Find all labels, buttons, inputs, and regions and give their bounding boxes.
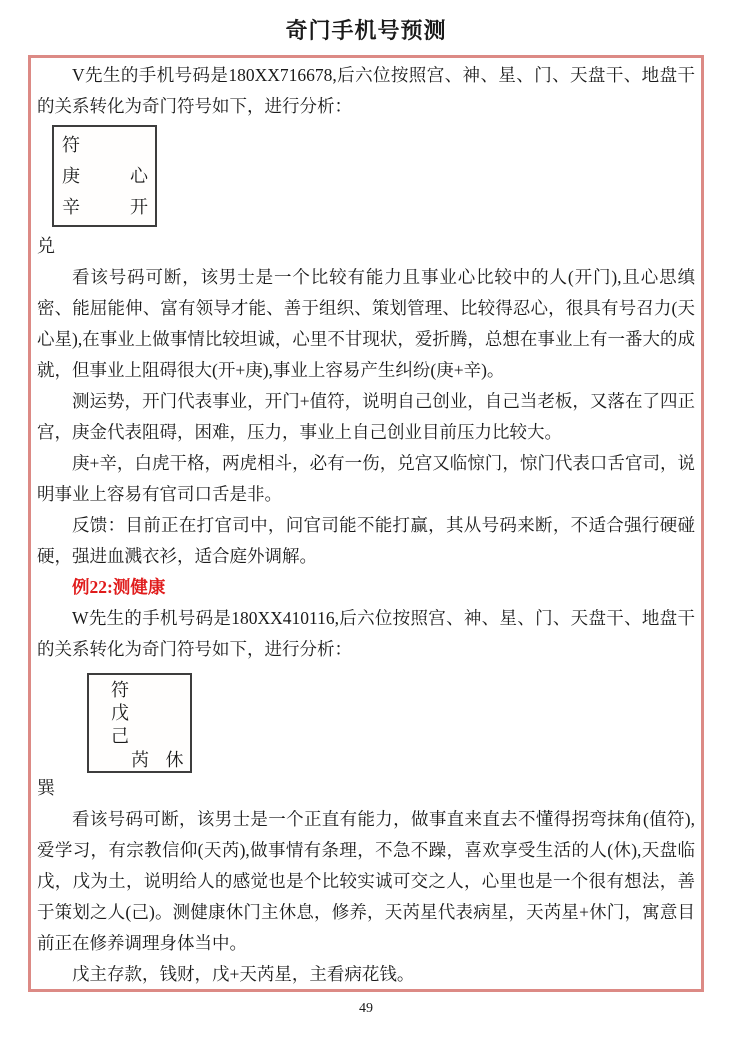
qimen-chart-case21: [52, 125, 157, 227]
analysis-paragraph: 看该号码可断，该男士是一个正直有能力，做事直来直去不懂得拐弯抹角(值符),爱学习，有宗教信仰(天芮),做事情有条理，不急不躁，喜欢享受生活的人(休),天盘临戊，戊为土，说明给人的感觉也是个比较实诚可交之人，心里也是一个很有想法，善于策划之人(己)。测健康休门主休息，修养，天芮星代表病星，天芮星+休门，寓意目 前正在修养调理身体当中。: [37, 809, 695, 953]
qimen-chart-case22: [87, 673, 192, 773]
document-page: [0, 15, 732, 1020]
chart-row: [54, 192, 155, 223]
case22-intro-paragraph: W先生的手机号码是180XX410116,后六位按照宫、神、星、门、天盘干、地盘干的关系转化为奇门符号如下，进行分析：: [37, 608, 695, 659]
chart-cell-symbol: 符: [62, 135, 80, 155]
case21-intro-paragraph: V先生的手机号码是180XX716678,后六位按照宫、神、星、门、天盘干、地盘干的关系转化为奇门符号如下，进行分析：: [37, 65, 695, 116]
chart-cell-stem: 己: [111, 726, 129, 746]
analysis-paragraph: 戊主存款，钱财，戊+天芮星，主看病花钱。: [72, 964, 415, 984]
chart-cell-gate: 开: [130, 197, 148, 217]
analysis-paragraph: 庚+辛，白虎干格，两虎相斗，必有一伤，兑宫又临惊门，惊门代表口舌官司，说明事业上容易有官司口舌是非。: [37, 453, 695, 504]
analysis-paragraph: 反馈：目前正在打官司中，问官司能不能打赢，其从号码来断，不适合强行硬碰硬，强进血溅衣衫，适合庭外调解。: [37, 515, 695, 566]
trigram-label-dui: 兑: [37, 236, 55, 256]
trigram-label-xun: 巽: [37, 778, 55, 798]
chart-cell-gate: 休: [165, 750, 184, 770]
chart-row: [89, 748, 190, 774]
chart-cell-star: 心: [130, 166, 148, 186]
chart-cell-empty: [130, 130, 155, 161]
analysis-paragraph: 看该号码可断，该男士是一个比较有能力且事业心比较中的人(开门),且心思缜密、能屈能伸、富有领导才能、善于组织、策划管理、比较得忍心，很具有号召力(天心星),在事业上做事情比较坦诚，心里不甘现状，爱折腾，总想在事业上有一番大的成就，但事业上阻碍很大(开+庚),事业上容易产生纠纷(庚+辛)。: [37, 267, 695, 380]
chart-cell-stem: 戊: [111, 703, 129, 723]
example22-heading: 例22:测健康: [72, 577, 166, 597]
chart-cell-stem: 辛: [62, 197, 80, 217]
page-number: 49: [359, 1001, 373, 1016]
chart-row: [54, 130, 155, 161]
analysis-paragraph: 测运势，开门代表事业，开门+值符，说明自己创业，自己当老板，又落在了四正宫，庚金代表阻碍，困难，压力，事业上自己创业目前压力比较大。: [37, 391, 695, 442]
content-border-box: [28, 55, 704, 992]
page-title: 奇门手机号预测: [285, 18, 447, 43]
chart-cell-star: 芮: [131, 750, 149, 770]
chart-row: [54, 161, 155, 192]
chart-cell-stem: 庚: [62, 166, 80, 186]
chart-cell-symbol: 符: [111, 680, 129, 700]
